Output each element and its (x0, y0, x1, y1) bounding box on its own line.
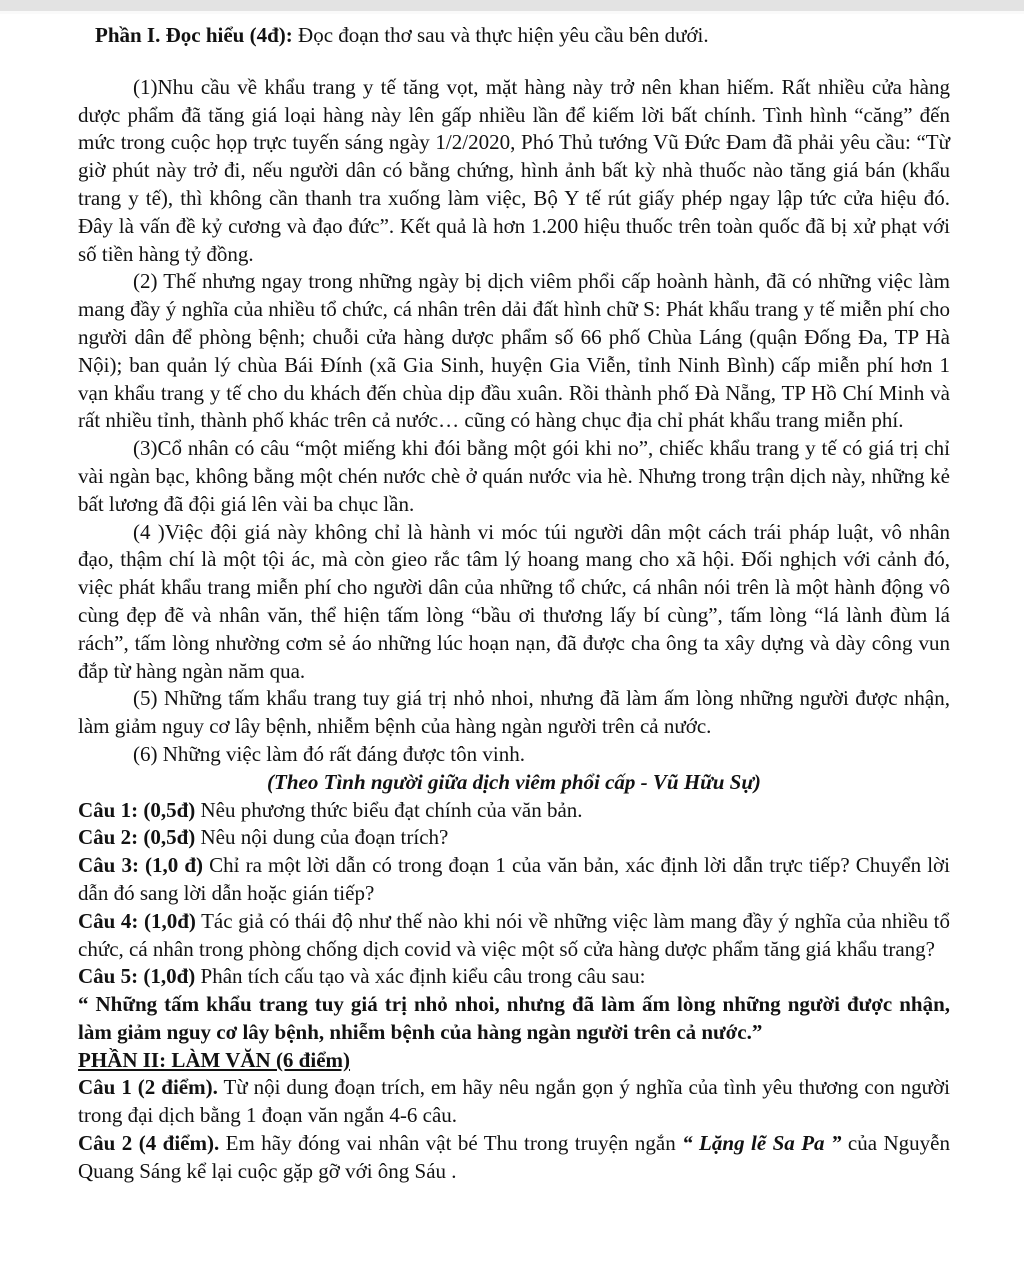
question-3 (78, 852, 950, 908)
question-1-label: Câu 1: (0,5đ) (78, 797, 196, 822)
story-title: “ Lặng lẽ Sa Pa ” (682, 1131, 842, 1156)
paragraph-4: (4 )Việc đội giá này không chỉ là hành vi móc túi người dân một cách trái pháp luật, vô nhân đạo, thậm chí là một tội ác, mà còn gieo rắc tâm lý hoang mang cho xã hội. Đối nghịch với cảnh đó, việc phát khẩu trang miễn phí cho người dân của những tổ chức, cá nhân nói trên là một hành động vô cùng đẹp đẽ và nhân văn, thể hiện tấm lòng “bầu ơi thương lấy bí cùng”, tấm lòng “lá lành đùm lá rách”, tấm lòng nhường cơm sẻ áo những lúc hoạn nạn, đã được cha ông ta xây dựng và dày công vun đắp từ hàng ngàn năm qua. (78, 519, 950, 683)
question-2-text: Nêu nội dung của đoạn trích? (195, 825, 449, 850)
task-2-text-after: của Nguyễn Quang Sáng kể lại cuộc gặp gỡ với ông Sáu . (78, 1131, 950, 1183)
question-5-label: Câu 5: (1,0đ) (78, 964, 196, 989)
task-1-label: Câu 1 (2 điểm). (78, 1075, 218, 1100)
paragraph-2: (2) Thế nhưng ngay trong những ngày bị dịch viêm phổi cấp hoành hành, đã có những việc làm mang đầy ý nghĩa của nhiều tổ chức, cá nhân trên dải đất hình chữ S: Phát khẩu trang y tế miễn phí cho người dân để phòng bệnh; chuỗi cửa hàng dược phẩm số 66 phố Chùa Láng (quận Đống Đa, TP Hà Nội); ban quản lý chùa Bái Đính (xã Gia Sinh, huyện Gia Viễn, tỉnh Ninh Bình) cấp miễn phí hơn 1 vạn khẩu trang y tế cho du khách đến chùa dịp đầu xuân. Rồi thành phố Đà Nẵng, TP Hồ Chí Minh và rất nhiều tỉnh, thành phố khác trên cả nước… cũng có hàng chục địa chỉ phát khẩu trang miễn phí. (78, 269, 950, 433)
question-3-label: Câu 3: (1,0 đ) (78, 853, 204, 878)
question-5 (78, 963, 950, 991)
part1-heading-text: Đọc đoạn thơ sau và thực hiện yêu cầu bên dưới. (292, 23, 709, 47)
question-2-label: Câu 2: (0,5đ) (78, 825, 196, 850)
task-1-text: Từ nội dung đoạn trích, em hãy nêu ngắn gọn ý nghĩa của tình yêu thương con người trong đại dịch bằng 1 đoạn văn ngắn 4-6 câu. (78, 1075, 950, 1128)
task-2-label: Câu 2 (4 điểm). (78, 1131, 220, 1156)
paragraph-5: (5) Những tấm khẩu trang tuy giá trị nhỏ nhoi, nhưng đã làm ấm lòng những người được nhận, làm giảm nguy cơ lây bệnh, nhiễm bệnh của hàng ngàn người trên cả nước. (78, 686, 950, 739)
part1-heading (78, 22, 950, 50)
document-content (0, 14, 1024, 1186)
question-2 (78, 824, 950, 852)
question-4 (78, 908, 950, 964)
question-1 (78, 797, 950, 825)
top-strip (0, 0, 1024, 14)
paragraph-1: (1)Nhu cầu về khẩu trang y tế tăng vọt, mặt hàng này trở nên khan hiếm. Rất nhiều cửa hàng dược phẩm đã tăng giá loại hàng này lên gấp nhiều lần để kiếm lời bất chính. Tình hình “căng” đến mức trong cuộc họp trực tuyến sáng ngày 1/2/2020, Phó Thủ tướng Vũ Đức Đam đã phải yêu cầu: “Từ giờ phút này trở đi, nếu người dân có bằng chứng, hình ảnh bất kỳ nhà thuốc nào tăng giá bán (khẩu trang y tế), thì không cần thanh tra xuống làm việc, Bộ Y tế rút giấy phép ngay lập tức cửa hiệu đó. Đây là vấn đề kỷ cương và đạo đức”. Kết quả là hơn 1.200 hiệu thuốc trên toàn quốc đã bị xử phạt với số tiền hàng tỷ đồng. (78, 74, 950, 266)
paragraph-6: (6) Những việc làm đó rất đáng được tôn vinh. (133, 741, 525, 766)
task-2-text-before: Em hãy đóng vai nhân vật bé Thu trong truyện ngắn (219, 1131, 683, 1156)
question-4-text: Tác giả có thái độ như thế nào khi nói về những việc làm mang đầy ý nghĩa của nhiều tổ chức, cá nhân trong phòng chống dịch covid và việc một số cửa hàng dược phẩm tăng giá khẩu trang? (78, 908, 950, 961)
part2-heading-text: PHẦN II: LÀM VĂN (6 điểm) (78, 1047, 351, 1072)
question-1-text: Nêu phương thức biểu đạt chính của văn bản. (195, 797, 583, 822)
task-2 (78, 1130, 950, 1186)
question-5-quote: “ Những tấm khẩu trang tuy giá trị nhỏ nhoi, nhưng đã làm ấm lòng những người được nhận, làm giảm nguy cơ lây bệnh, nhiễm bệnh của hàng ngàn người trên cả nước.” (78, 992, 950, 1044)
paragraph-3: (3)Cổ nhân có câu “một miếng khi đói bằng một gói khi no”, chiếc khẩu trang y tế có giá trị chỉ vài ngàn bạc, không bằng một chén nước chè ở quán nước via hè. Nhưng trong trận dịch này, những kẻ bất lương đã đội giá lên vài ba chục lần. (78, 436, 950, 516)
question-3-text: Chỉ ra một lời dẫn có trong đoạn 1 của văn bản, xác định lời dẫn trực tiếp? Chuyển lời dẫn đó sang lời dẫn hoặc gián tiếp? (78, 853, 950, 905)
source-attribution: (Theo Tình người giữa dịch viêm phổi cấp - Vũ Hữu Sự) (267, 769, 761, 794)
question-4-label: Câu 4: (1,0đ) (78, 908, 196, 933)
part1-heading-label: Phần I. Đọc hiểu (4đ): (95, 23, 293, 47)
part2-heading (78, 1047, 950, 1075)
question-5-text: Phân tích cấu tạo và xác định kiểu câu trong câu sau: (195, 964, 646, 989)
task-1 (78, 1074, 950, 1130)
